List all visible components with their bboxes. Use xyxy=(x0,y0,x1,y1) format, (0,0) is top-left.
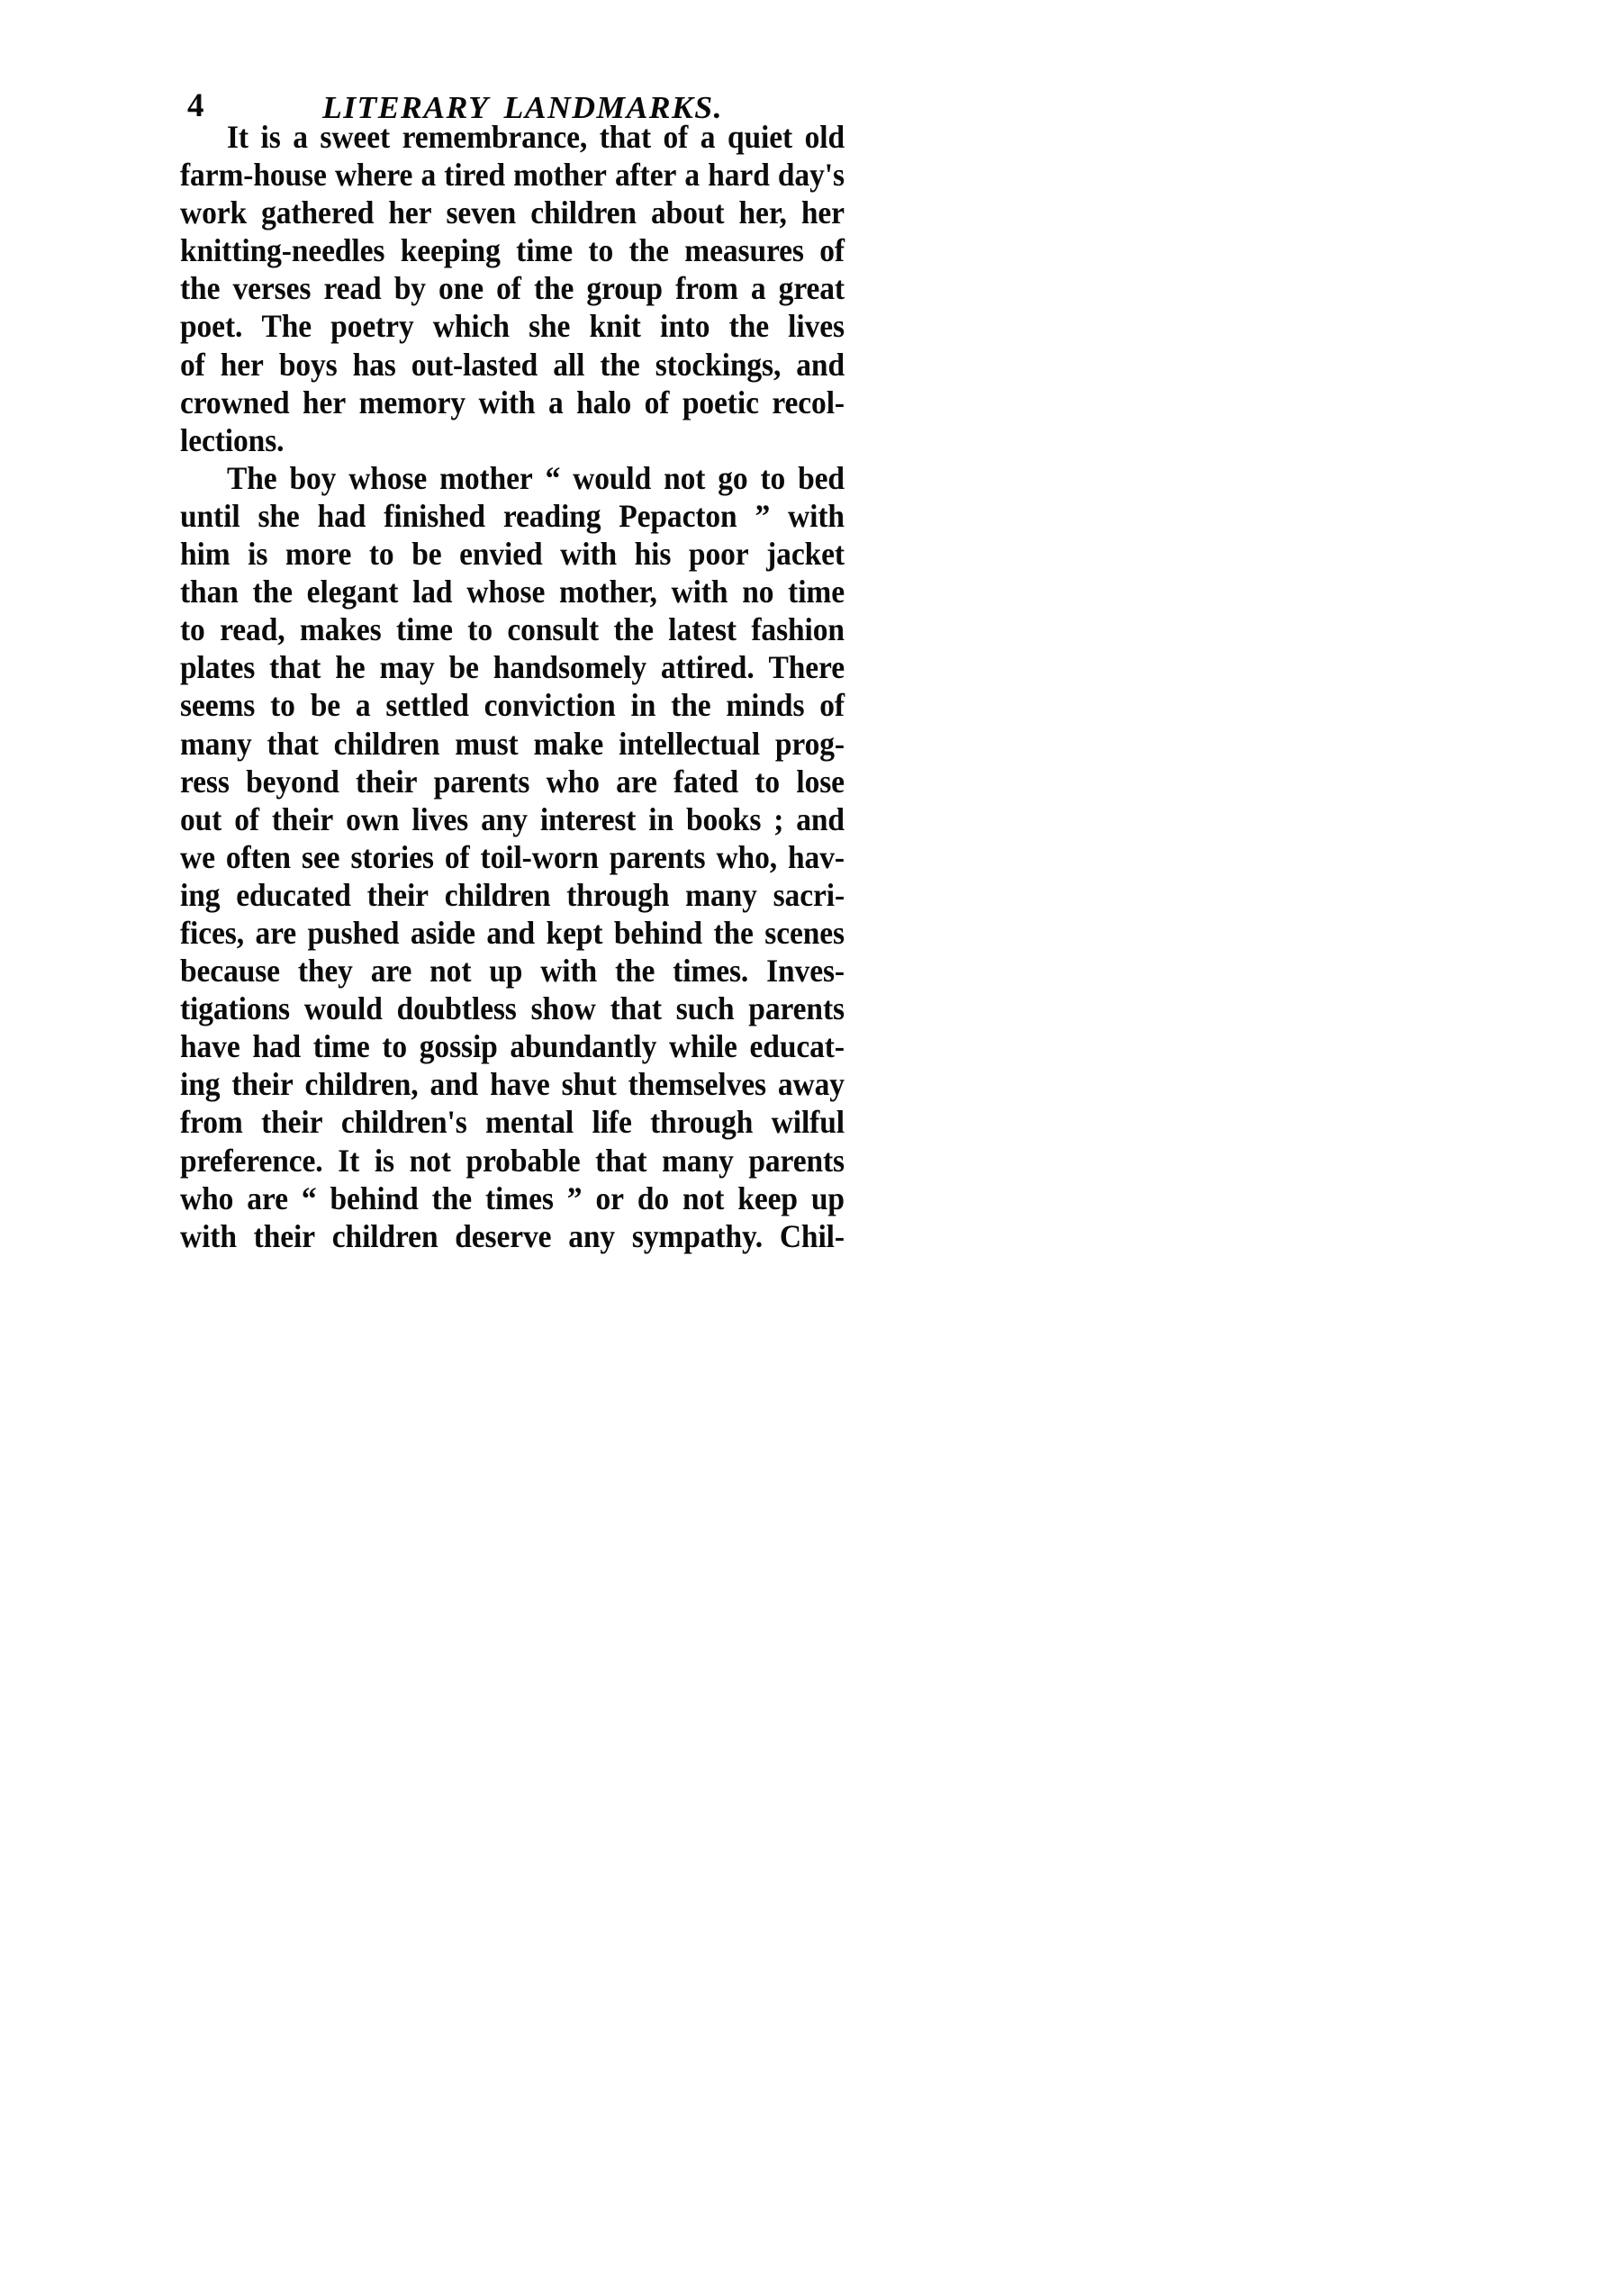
word: children xyxy=(444,877,551,914)
word: to xyxy=(270,688,295,724)
word: away xyxy=(777,1067,845,1103)
word: to xyxy=(180,612,205,648)
word: The xyxy=(261,309,312,345)
word: had xyxy=(252,1029,302,1065)
text-line xyxy=(180,1103,845,1143)
word: makes xyxy=(299,612,382,648)
word: through xyxy=(650,1105,754,1141)
text-line xyxy=(180,346,845,386)
word: gossip xyxy=(419,1029,498,1065)
word: Pepacton xyxy=(619,499,737,535)
word: hard xyxy=(708,158,770,194)
body-text-block xyxy=(180,118,845,1255)
word: a xyxy=(355,688,371,724)
word: keeping xyxy=(400,233,501,269)
word: into xyxy=(660,309,710,345)
word: their xyxy=(356,764,418,800)
word: beyond xyxy=(246,764,339,800)
word: who xyxy=(546,764,600,800)
word: a xyxy=(750,271,766,307)
word: and xyxy=(429,1067,479,1103)
word: doubtless xyxy=(396,991,517,1027)
word: out xyxy=(180,801,222,838)
word: of xyxy=(444,839,470,876)
text-line xyxy=(180,725,845,765)
text-line xyxy=(180,800,845,841)
word: of xyxy=(234,801,259,838)
word: boy xyxy=(289,460,337,497)
word: that xyxy=(599,120,651,156)
word: lives xyxy=(788,309,845,345)
word: which xyxy=(432,309,510,345)
word: are xyxy=(370,954,412,990)
word: than xyxy=(180,574,239,610)
running-head-title: LITERARY LANDMARKS. xyxy=(322,90,723,125)
word: lose xyxy=(796,764,845,800)
word: of xyxy=(819,688,845,724)
word: is xyxy=(374,1143,394,1179)
word: is xyxy=(248,537,268,573)
word: not xyxy=(409,1143,451,1179)
word: own xyxy=(346,801,400,838)
word: would xyxy=(573,460,652,497)
word: and xyxy=(796,347,845,383)
word: not xyxy=(664,460,706,497)
word: the xyxy=(180,271,221,307)
word: wilful xyxy=(771,1105,845,1141)
word: many xyxy=(685,877,757,914)
word: consult xyxy=(507,612,600,648)
word: their xyxy=(261,1105,323,1141)
word: stockings, xyxy=(655,347,782,383)
word: day's xyxy=(777,158,845,194)
word: envied xyxy=(459,537,543,573)
word: any xyxy=(481,801,528,838)
word: out-lasted xyxy=(411,347,538,383)
text-line xyxy=(180,535,845,575)
word: to xyxy=(467,612,493,648)
word: one xyxy=(438,271,484,307)
word: see xyxy=(301,839,340,876)
word: gathered xyxy=(261,195,375,231)
word: have xyxy=(180,1029,240,1065)
word: remembrance, xyxy=(402,120,588,156)
word: by xyxy=(393,271,426,307)
word: their xyxy=(271,801,334,838)
word: through xyxy=(566,877,670,914)
word: fices, xyxy=(180,916,245,952)
word: whose xyxy=(466,574,546,610)
word: aside xyxy=(410,916,475,952)
word: crowned xyxy=(180,384,290,420)
word: poetic xyxy=(682,384,759,420)
word: about xyxy=(651,195,725,231)
word: their xyxy=(253,1218,315,1255)
word: finished xyxy=(384,499,485,535)
word: “ xyxy=(545,460,561,497)
word: she xyxy=(258,499,300,535)
word: farm-house xyxy=(180,158,327,194)
word: memory xyxy=(358,384,466,420)
word: the xyxy=(252,574,293,610)
word: settled xyxy=(385,688,469,724)
word: her, xyxy=(738,195,787,231)
word: not xyxy=(429,954,472,990)
word: preference. xyxy=(180,1143,323,1179)
word: of xyxy=(496,271,521,307)
word: fated xyxy=(673,764,739,800)
word: we xyxy=(180,839,215,876)
text-line xyxy=(180,118,845,158)
word: parents xyxy=(748,1143,845,1179)
word: a xyxy=(293,120,308,156)
word: to xyxy=(368,537,394,573)
word: who, xyxy=(716,839,778,876)
word: time xyxy=(788,574,845,610)
word: with xyxy=(788,499,845,535)
word: books xyxy=(685,801,762,838)
text-line xyxy=(180,686,845,727)
word: the xyxy=(628,233,669,269)
text-line xyxy=(180,269,845,310)
word: with xyxy=(671,574,728,610)
text-line xyxy=(180,876,845,917)
word: the xyxy=(613,612,654,648)
word: poor xyxy=(688,537,749,573)
word: a xyxy=(700,120,716,156)
word: her xyxy=(220,347,264,383)
word: fashion xyxy=(751,612,845,648)
word: read xyxy=(323,271,382,307)
word: go xyxy=(718,460,748,497)
paragraph-1 xyxy=(180,118,845,459)
word: times xyxy=(485,1180,554,1216)
word: from xyxy=(180,1105,243,1141)
word: often xyxy=(225,839,291,876)
word: attired. xyxy=(660,650,755,686)
text-line xyxy=(180,231,845,272)
word: be xyxy=(310,688,340,724)
text-line xyxy=(180,610,845,651)
word: sacri- xyxy=(773,877,845,914)
word: of xyxy=(180,347,205,383)
word: hav- xyxy=(788,839,845,876)
word: with xyxy=(540,954,598,990)
word: There xyxy=(768,650,845,686)
word: many xyxy=(180,726,252,762)
word: with xyxy=(560,537,618,573)
word: they xyxy=(297,954,353,990)
word: educated xyxy=(236,877,351,914)
word: to xyxy=(760,460,786,497)
word: ; xyxy=(773,801,784,838)
word: until xyxy=(180,499,240,535)
word: sympathy. xyxy=(631,1218,764,1255)
word: ing xyxy=(180,1067,221,1103)
word: while xyxy=(669,1029,737,1065)
word: ” xyxy=(566,1180,583,1216)
word: more xyxy=(285,537,352,573)
word: of xyxy=(644,384,670,420)
word: the xyxy=(713,916,754,952)
word: intellectual xyxy=(619,726,761,762)
word: sweet xyxy=(320,120,391,156)
word: up xyxy=(489,954,523,990)
word: read, xyxy=(220,612,285,648)
word: him xyxy=(180,537,230,573)
word: lives xyxy=(411,801,469,838)
word: deserve xyxy=(455,1218,552,1255)
word: that xyxy=(267,726,319,762)
word: a xyxy=(420,158,437,194)
word: no xyxy=(742,574,774,610)
word: make xyxy=(533,726,604,762)
word: quiet xyxy=(727,120,793,156)
word: he xyxy=(335,650,366,686)
word: a xyxy=(547,384,564,420)
word: poetry xyxy=(330,309,414,345)
word: she xyxy=(529,309,571,345)
word: are xyxy=(255,916,297,952)
word: and xyxy=(796,801,845,838)
word: handsomely xyxy=(493,650,646,686)
word: knitting-needles xyxy=(180,233,385,269)
word: her xyxy=(388,195,432,231)
word: It xyxy=(227,120,249,156)
word: children xyxy=(333,726,440,762)
word: in xyxy=(648,801,674,838)
word: kept xyxy=(546,916,603,952)
word: parents xyxy=(748,991,845,1027)
word: behind xyxy=(330,1180,419,1216)
word: old xyxy=(804,120,845,156)
word: educat- xyxy=(749,1029,845,1065)
word: where xyxy=(334,158,413,194)
word: interest xyxy=(539,801,637,838)
text-line xyxy=(180,952,845,992)
word: because xyxy=(180,954,280,990)
word: work xyxy=(180,195,248,231)
word: her xyxy=(800,195,845,231)
word: time xyxy=(516,233,573,269)
text-line xyxy=(180,459,845,500)
word: with xyxy=(180,1218,237,1255)
word: mental xyxy=(485,1105,574,1141)
word: mother xyxy=(439,460,533,497)
text-line xyxy=(180,384,845,424)
word: after xyxy=(614,158,677,194)
word: to xyxy=(755,764,781,800)
word: ing xyxy=(180,877,221,914)
word: or xyxy=(595,1180,624,1216)
word: It xyxy=(338,1143,360,1179)
word: of xyxy=(663,120,689,156)
word: themselves xyxy=(628,1067,766,1103)
word: the xyxy=(728,309,769,345)
word: be xyxy=(411,537,442,573)
word: tigations xyxy=(180,991,290,1027)
word: group xyxy=(586,271,663,307)
word: the xyxy=(671,688,711,724)
word: keep xyxy=(737,1180,798,1216)
text-line xyxy=(180,1065,845,1106)
word: his xyxy=(634,537,672,573)
word: up xyxy=(810,1180,845,1216)
word: time xyxy=(396,612,453,648)
word: ress xyxy=(180,764,230,800)
word: many xyxy=(662,1143,734,1179)
word: would xyxy=(303,991,383,1027)
word: may xyxy=(379,650,435,686)
word: to xyxy=(588,233,614,269)
word: Inves- xyxy=(766,954,845,990)
text-line xyxy=(180,194,845,234)
word: a xyxy=(684,158,701,194)
word: in xyxy=(630,688,656,724)
text-line xyxy=(180,1180,845,1220)
word: that xyxy=(610,991,662,1027)
word: time xyxy=(312,1029,370,1065)
word: parents xyxy=(433,764,530,800)
text-line xyxy=(180,763,845,803)
word: conviction xyxy=(484,688,616,724)
word: mother, xyxy=(558,574,657,610)
word: with xyxy=(478,384,536,420)
word: any xyxy=(568,1218,616,1255)
text-line xyxy=(180,1142,845,1182)
word: is xyxy=(260,120,281,156)
word: children's xyxy=(340,1105,467,1141)
word: “ xyxy=(301,1180,317,1216)
word: The xyxy=(227,460,277,497)
text-line xyxy=(180,573,845,613)
word: children xyxy=(530,195,637,231)
word: probable xyxy=(466,1143,581,1179)
word: the xyxy=(614,954,655,990)
word: measures xyxy=(684,233,804,269)
word: parents xyxy=(609,839,706,876)
word: the xyxy=(600,347,640,383)
word: to xyxy=(382,1029,408,1065)
word: recol- xyxy=(772,384,845,420)
text-line xyxy=(180,914,845,954)
word: times. xyxy=(673,954,749,990)
word: their xyxy=(231,1067,294,1103)
word: that xyxy=(269,650,321,686)
word: poet. xyxy=(180,309,243,345)
word: elegant xyxy=(306,574,399,610)
text-line xyxy=(180,838,845,879)
word: children, xyxy=(304,1067,419,1103)
word: seems xyxy=(180,688,256,724)
word: have xyxy=(490,1067,550,1103)
word: from xyxy=(675,271,738,307)
word: mother xyxy=(513,158,607,194)
text-line xyxy=(180,1217,845,1258)
word: knit xyxy=(589,309,641,345)
word: has xyxy=(352,347,396,383)
text-line xyxy=(180,648,845,689)
word: of xyxy=(819,233,845,269)
word: seven xyxy=(446,195,517,231)
word: boys xyxy=(278,347,338,383)
word: latest xyxy=(668,612,737,648)
word: who xyxy=(180,1180,234,1216)
text-line xyxy=(180,156,845,196)
word: bed xyxy=(798,460,845,497)
word: stories xyxy=(350,839,434,876)
word: shut xyxy=(561,1067,617,1103)
word: pushed xyxy=(307,916,400,952)
word: halo xyxy=(576,384,632,420)
word: great xyxy=(778,271,845,307)
word: ” xyxy=(755,499,771,535)
word: plates xyxy=(180,650,256,686)
text-line xyxy=(180,1027,845,1068)
text-line xyxy=(180,497,845,538)
word: are xyxy=(616,764,657,800)
word: and xyxy=(486,916,536,952)
text-line xyxy=(180,421,845,462)
word: her xyxy=(303,384,347,420)
word: their xyxy=(366,877,429,914)
word: are xyxy=(247,1180,288,1216)
word: show xyxy=(530,991,596,1027)
word: whose xyxy=(348,460,428,497)
word: children xyxy=(331,1218,438,1255)
paragraph-2 xyxy=(180,459,845,1255)
word: all xyxy=(553,347,585,383)
word: behind xyxy=(613,916,702,952)
word: Chil- xyxy=(779,1218,845,1255)
word: reading xyxy=(502,499,601,535)
word: minds xyxy=(726,688,805,724)
word: had xyxy=(317,499,366,535)
word: toil-worn xyxy=(480,839,599,876)
word: prog- xyxy=(774,726,845,762)
word: life xyxy=(592,1105,632,1141)
word: lections. xyxy=(180,422,285,459)
word: that xyxy=(595,1143,647,1179)
word: such xyxy=(675,991,735,1027)
word: lad xyxy=(412,574,453,610)
word: scenes xyxy=(764,916,845,952)
word: the xyxy=(533,271,574,307)
text-line xyxy=(180,307,845,348)
text-line xyxy=(180,990,845,1030)
page-number: 4 xyxy=(187,87,204,124)
word: jacket xyxy=(766,537,845,573)
word: do xyxy=(637,1180,670,1216)
word: abundantly xyxy=(510,1029,657,1065)
word: must xyxy=(455,726,519,762)
word: tired xyxy=(444,158,505,194)
word: the xyxy=(431,1180,472,1216)
word: verses xyxy=(232,271,312,307)
word: not xyxy=(682,1180,725,1216)
word: be xyxy=(448,650,479,686)
